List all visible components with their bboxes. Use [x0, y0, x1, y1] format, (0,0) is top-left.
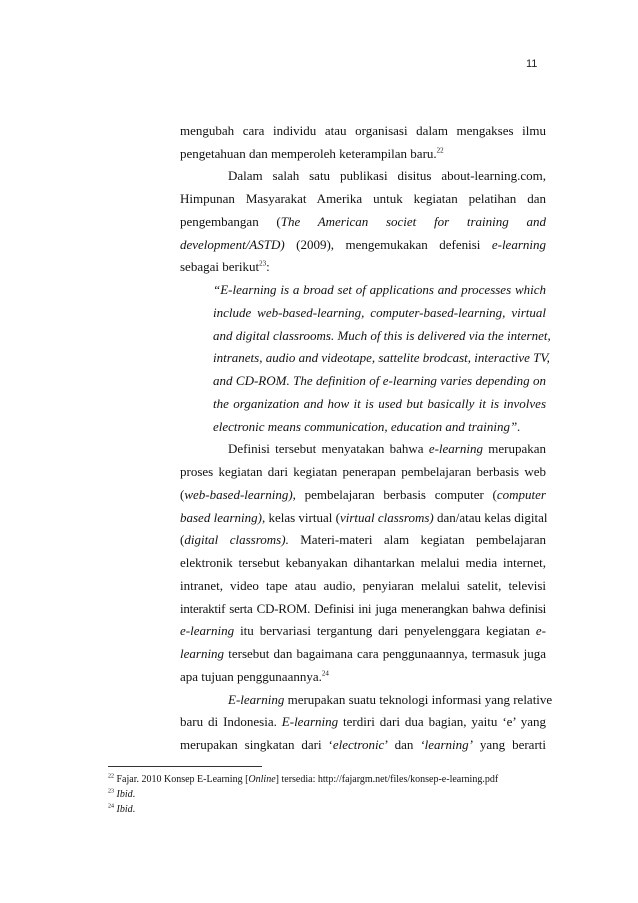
body-line: (digital classroms). Materi-materi alam kegiatan pembelajaran [180, 532, 547, 547]
body-line: sebagai berikut$^{23}$: [180, 259, 270, 274]
body-line: proses kegiatan dari kegiatan penerapan pembelajaran berbasis web [180, 464, 546, 479]
footnote: $^{22}$ Fajar. 2010 Konsep E-Learning [Online] tersedia: http://fajargm.net/files/konsep-e-learning.pdf [108, 773, 499, 785]
body-line: elektronik tersebut kebanyakan dihantarkan melalui media internet, [180, 555, 546, 570]
body-line: pengetahuan dan memperoleh keterampilan baru.$^{22}$ [180, 146, 444, 161]
body-line: based learning), kelas virtual (virtual classroms) dan/atau kelas digital [180, 510, 548, 525]
quote-line: and digital classrooms. Much of this is delivered via the internet, [213, 328, 551, 343]
body-line: Dalam salah satu publikasi disitus about-learning.com, [228, 168, 546, 183]
footnote: $^{23}$ Ibid. [108, 788, 136, 800]
quote-line: intranets, audio and videotape, sattelite brodcast, interactive TV, [213, 350, 550, 365]
body-line: interaktif serta CD-ROM. Definisi ini juga menerangkan bahwa definisi [180, 601, 546, 616]
page-number: 11 [526, 58, 538, 70]
footnote: $^{24}$ Ibid. [108, 803, 136, 815]
footnote-ref: 23 [259, 259, 267, 268]
body-line: merupakan singkatan dari ‘electronic’ dan ‘learning’ yang berarti [180, 737, 546, 752]
body-line: Definisi tersebut menyatakan bahwa e-learning merupakan [228, 441, 546, 456]
body-line: e-learning itu bervariasi tergantung dari penyelenggara kegiatan e- [180, 623, 546, 638]
quote-line: “E-learning is a broad set of applications and processes which [213, 282, 546, 297]
body-line: apa tujuan penggunaannya.$^{24}$ [180, 669, 329, 684]
body-line: pengembangan (The American societ for training and [180, 214, 546, 229]
footnote-ref: 24 [321, 669, 329, 678]
body-line: baru di Indonesia. E-learning terdiri dari dua bagian, yaitu ‘e’ yang [180, 714, 546, 729]
body-line: Himpunan Masyarakat Amerika untuk kegiatan pelatihan dan [180, 191, 546, 206]
quote-line: and CD-ROM. The definition of e-learning varies depending on [213, 373, 546, 388]
body-line: learning tersebut dan bagaimana cara penggunaannya, termasuk juga [180, 646, 546, 661]
body-line: E-learning merupakan suatu teknologi informasi yang relative [228, 692, 553, 707]
body-line: development/ASTD) (2009), mengemukakan defenisi e-learning [180, 237, 546, 252]
footnote-ref: 22 [436, 146, 444, 155]
body-line: (web-based-learning), pembelajaran berbasis computer (computer [180, 487, 546, 502]
quote-line: include web-based-learning, computer-based-learning, virtual [213, 305, 546, 320]
body-line: intranet, video tape atau audio, penyiaran melalui satelit, televisi [180, 578, 546, 593]
body-line: mengubah cara individu atau organisasi dalam mengakses ilmu [180, 123, 546, 138]
quote-line: electronic means communication, education and training”. [213, 419, 521, 434]
footnote-separator [108, 766, 262, 767]
quote-line: the organization and how it is used but basically it is involves [213, 396, 546, 411]
